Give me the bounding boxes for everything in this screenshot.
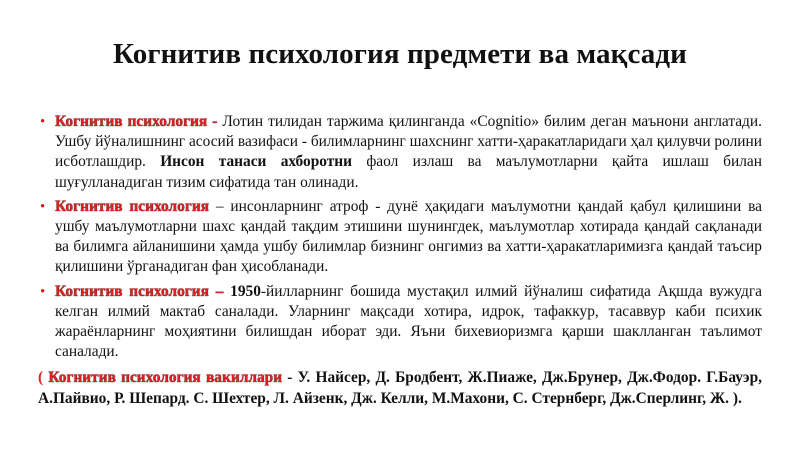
bullet-item-3 (38, 282, 762, 363)
bullet-item-1 (38, 112, 762, 193)
bullet-marker: • (40, 283, 46, 300)
bullet-text: фаол излаш ва маълумотларни қайта ишлаш билан шуғулланадиган тизим сифатида тан олинади. (55, 153, 762, 191)
bullet-term: Когнитив психология (55, 197, 210, 215)
bullet-item-2 (38, 197, 762, 278)
representatives-names: - У. Найсер, Д. Бродбент, Ж.Пиаже, Дж.Брунер, Дж.Фодор. Г.Бауэр, А.Пайвио, Р. Шепард. С. Шехтер, Л. Айзенк, Дж. Келли, М.Махони, С. Стернберг, Дж.Сперлинг, Ж. ). (38, 369, 762, 407)
bullet-bold-text: Инсон танаси ахборотни (160, 153, 353, 171)
slide-title: Когнитив психология предмети ва мақсади (113, 38, 687, 70)
bullet-bold-year: 1950 (230, 282, 261, 300)
bullet-term: Когнитив психология - (55, 113, 218, 130)
bullet-text: -йилларнинг бошида мустақил илмий йўналиш сифатида Ақшда вужудга келган илмий мактаб саналади. Уларнинг мақсади хотира, идрок, тафаккур, тасаввур каби психик жараёнларнинг моҳиятини билишдан иборат эди. Яъни бихевиоризмга қарши шаклланган таълимот саналади. (55, 282, 762, 361)
bullet-text: – инсонларнинг атроф - дунё ҳақидаги маълумотни қандай қабул қилишини ва ушбу маълумотларни шахс қандай тақдим этишини шунингдек, маълумотлар хотирада қандай сақланади ва билимга айланишини ҳамда ушбу билимлар бизнинг онгимиз ва хатти-ҳаракатларимизга қандай таъсир қилишини ўрганадиган фан ҳисобланади. (55, 197, 762, 276)
slide-content (38, 112, 762, 409)
bullet-marker: • (40, 114, 46, 130)
bullet-text: Лотин тилидан таржима қилинганда «Cognitio» билим деган маънони англатади. Ушбу йўналишнинг асосий вазифаси - билимларнинг шахснинг хатти-ҳаракатларидаги ҳал қилувчи ролини исботлашдир. (55, 113, 762, 171)
bullet-term: Когнитив психология – (55, 282, 224, 300)
bullet-marker: • (40, 198, 46, 215)
representatives-list (38, 368, 762, 408)
representatives-label: Когнитив психология вакиллари (48, 369, 283, 387)
open-paren: ( (38, 369, 49, 387)
